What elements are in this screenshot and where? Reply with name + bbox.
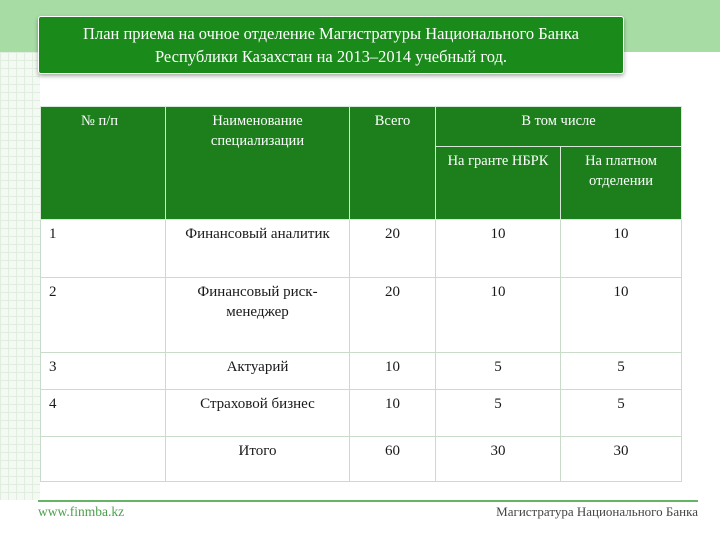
slide-title: План приема на очное отделение Магистратуры Национального Банка Республики Казахстан на 2013–2014 учебный год.	[38, 16, 624, 74]
total-grant: 30	[436, 437, 561, 482]
row-num: 1	[41, 220, 166, 278]
row-paid: 10	[561, 278, 682, 353]
total-label: Итого	[166, 437, 350, 482]
table-header-row	[41, 107, 682, 147]
header-paid: На платном отделении	[561, 147, 682, 220]
row-total: 20	[350, 220, 436, 278]
total-total: 60	[350, 437, 436, 482]
row-grant: 5	[436, 353, 561, 390]
table-total-row	[41, 437, 682, 482]
row-paid: 10	[561, 220, 682, 278]
footer-divider	[38, 500, 698, 502]
footer-website-link[interactable]: www.finmba.kz	[38, 504, 125, 519]
row-num: 3	[41, 353, 166, 390]
row-num: 2	[41, 278, 166, 353]
table-row	[41, 390, 682, 437]
header-specialization: Наименование специализации	[166, 107, 350, 220]
table-row	[41, 220, 682, 278]
footer-brand: Магистратура Национального Банка	[496, 504, 698, 519]
row-specialization: Финансовый аналитик	[166, 220, 350, 278]
row-specialization: Актуарий	[166, 353, 350, 390]
total-paid: 30	[561, 437, 682, 482]
row-total: 10	[350, 353, 436, 390]
row-num: 4	[41, 390, 166, 437]
row-specialization: Страховой бизнес	[166, 390, 350, 437]
table-row	[41, 278, 682, 353]
row-total: 20	[350, 278, 436, 353]
row-grant: 5	[436, 390, 561, 437]
row-paid: 5	[561, 353, 682, 390]
header-including: В том числе	[436, 107, 682, 147]
row-grant: 10	[436, 278, 561, 353]
row-grant: 10	[436, 220, 561, 278]
header-grant: На гранте НБРК	[436, 147, 561, 220]
row-specialization: Финансовый риск-менеджер	[166, 278, 350, 353]
total-num-empty	[41, 437, 166, 482]
header-num: № п/п	[41, 107, 166, 220]
row-paid: 5	[561, 390, 682, 437]
admission-plan-table	[40, 106, 682, 482]
table-row	[41, 353, 682, 390]
row-total: 10	[350, 390, 436, 437]
left-grid-stripe	[0, 52, 40, 500]
header-total: Всего	[350, 107, 436, 220]
